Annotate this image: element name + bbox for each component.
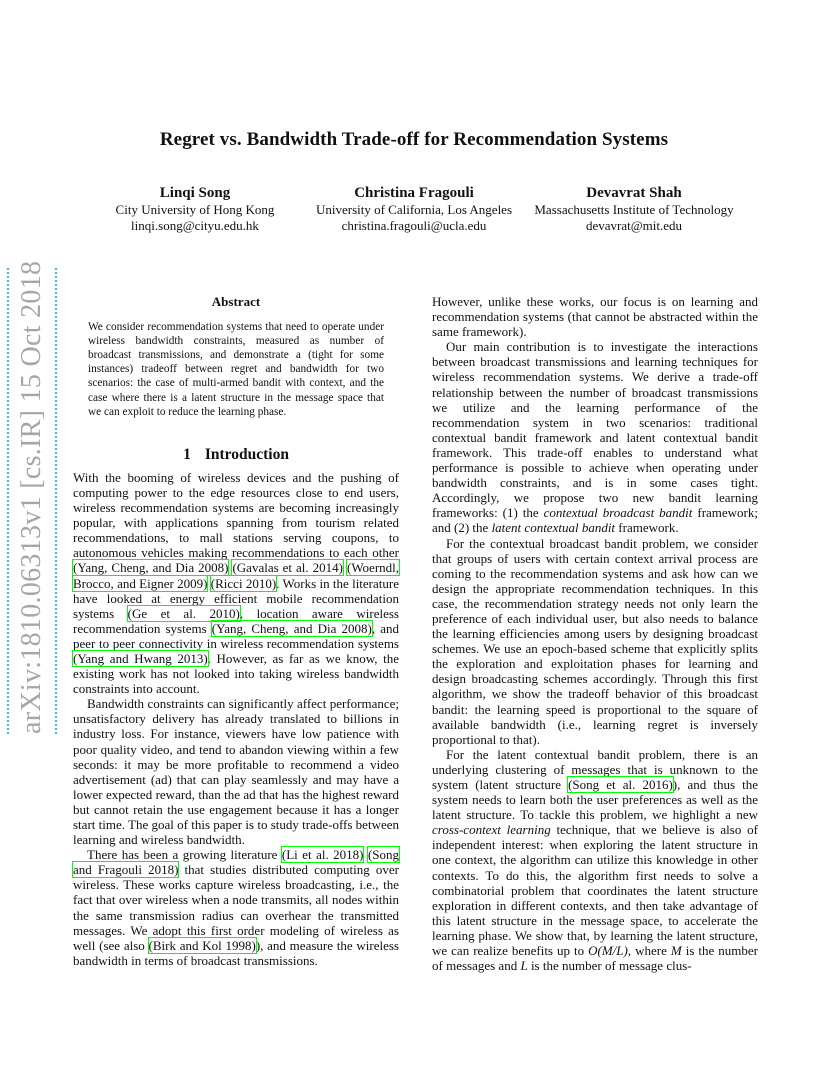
citation-link[interactable]: (Song and Fragouli 2018) (73, 847, 399, 878)
author-name: Linqi Song (159, 185, 231, 201)
author-email: linqi.song@cityu.edu.hk (131, 218, 259, 233)
math-variable: L (520, 958, 528, 974)
citation-link[interactable]: (Gavalas et al. 2014) (232, 560, 343, 576)
paper-title: Regret vs. Bandwidth Trade-off for Recommendation Systems (159, 129, 669, 150)
author-affiliation: University of California, Los Angeles (315, 202, 513, 217)
author-name: Christina Fragouli (354, 185, 474, 201)
body-text: is the number of messages and (432, 943, 758, 974)
citation-link[interactable]: (Ge et al. 2010) (127, 605, 240, 621)
author-affiliation: Massachusetts Institute of Technology (534, 202, 734, 217)
body-text: technique, that we believe is also of independent interest: when exploring the latent structure in one context, the algorithm can utilize this knowledge in other contexts. To do this, the algorithm first needs to solve a combinatorial problem that coordinates the latent structure exploration in different contexts, and then take advantage of this latent structure in the message space, to accelerate the learning phase. We show that, by learning the latent structure, we can realize benefits up to (432, 822, 758, 959)
author-block-2 (304, 184, 524, 234)
body-text: Our main contribution is to investigate the interactions between broadcast transmissions and learning techniques for wireless recommendation systems. We derive a trade-off relationship between the number of broadcast transmissions we utilize and the learning performance of the recommendation system in two scenarios: traditional contextual bandit framework and latent contextual bandit framework. This trade-off enables to understand what performance is possible to achieve when operating under bandwidth constraints, and is in some cases tight. Accordingly, we propose two new bandit learning frameworks: (1) the (432, 339, 758, 521)
body-text: With the booming of wireless devices and the pushing of computing power to the edge resources close to end users, wireless recommendation systems are becoming increasingly popular, with applications spanning from tourism related recommendations, to mall stations serving coupons, to autonomous vehicles making recommendations to each other (73, 469, 399, 561)
section-heading-introduction (73, 447, 399, 462)
body-text: For the latent contextual bandit problem, there is an underlying clustering of messages that is unknown to the system (latent structure (432, 746, 758, 792)
author-email: christina.fragouli@ucla.edu (341, 218, 487, 233)
intro-paragraph-5 (432, 339, 758, 535)
intro-paragraph-1 (73, 470, 399, 696)
abstract-heading: Abstract (211, 294, 261, 309)
author-email: devavrat@mit.edu (585, 218, 683, 233)
body-text: is the number of message clus- (527, 958, 692, 974)
intro-paragraph-6: For the contextual broadcast bandit problem, we consider that groups of users with certain context arrival process are coming to the recommendation systems and ask how can we design the appropriate recommendation techniques. In this case, the recommendation strategy needs not only learn the preference of each individual user, but also needs to balance the learning efficiencies among users by designing broadcast schemes. We use an epoch-based scheme that explicitly splits the exploration and exploitation phases for learning and design broadcasting schemes accordingly. Through this first algorithm, we show the tradeoff behavior of this broadcast bandit: the learning speed is proportional to the square of available bandwidth (i.e., learning regret is inversely proportional to that). (432, 535, 758, 747)
citation-link[interactable]: (Song et al. 2016) (568, 777, 673, 792)
citation-link[interactable]: (Yang and Hwang 2013) (73, 650, 208, 666)
body-text: ), and thus the system needs to learn both the user preferences as well as the latent structure. To tackle this problem, we highlight a new (432, 777, 758, 823)
body-text: , where (627, 943, 671, 959)
author-name: Devavrat Shah (586, 185, 682, 201)
emphasis-term: cross-context learning (432, 822, 551, 838)
emphasis-term: contextual broadcast bandit (543, 505, 693, 521)
body-text: . However, as far as we know, the existing work has not looked into taking wireless bandwidth constraints into account. (73, 650, 399, 697)
intro-paragraph-4: However, unlike these works, our focus is on learning and recommendation systems (that cannot be abstracted within the same framework). (432, 294, 758, 340)
left-column (73, 292, 399, 968)
intro-paragraph-7 (432, 747, 758, 973)
citation-link[interactable]: (Ricci 2010) (210, 575, 277, 591)
abstract-text: We consider recommendation systems that need to operate under wireless bandwidth constraints, measured as number of broadcast transmissions, and demonstrate a (tight for some instances) tradeoff between regret and bandwidth for two scenarios: the case of multi-armed bandit with context, and the case where there is a latent structure in the message space that we can exploit to reduce the learning phase. (88, 321, 384, 418)
citation-link[interactable]: (Woerndl, Brocco, and Eigner 2009) (73, 560, 400, 591)
author-affiliation: City University of Hong Kong (115, 202, 275, 217)
intro-paragraph-3 (73, 847, 399, 968)
author-block-3 (526, 184, 742, 234)
citation-link[interactable]: (Yang, Cheng, and Dia 2008) (73, 560, 229, 576)
math-variable: M (670, 943, 682, 959)
body-text: ), and measure the wireless bandwidth in terms of broadcast transmissions. (73, 937, 399, 968)
citation-link[interactable]: (Yang, Cheng, and Dia 2008) (211, 620, 372, 636)
emphasis-term: latent contextual bandit (491, 520, 616, 536)
body-text: framework. (615, 520, 679, 536)
citation-link[interactable]: (Li et al. 2018) (281, 847, 364, 863)
body-text: , and peer to peer connectivity in wireless recommendation systems (73, 620, 399, 651)
section-title: Introduction (204, 445, 289, 463)
body-text: , location aware wireless recommendation systems (73, 605, 399, 636)
arxiv-identifier-watermark[interactable]: arXiv:1810.06313v1 [cs.IR] 15 Oct 2018 (16, 260, 47, 734)
intro-paragraph-2: Bandwidth constraints can significantly affect performance; unsatisfactory delivery has already translated to billions in industry loss. For instance, viewers have low patience with poor quality video, and tend to abandon viewing within a few seconds: it may be more profitable to recommend a video advertisement (ad) that can play seamlessly and may have a lower expected reward, than the ad that has the highest reward but cannot retain the use engagement because it has a longer start time. The goal of this paper is to study trade-offs between learning and wireless bandwidth. (73, 696, 399, 848)
body-text: . Works in the literature have looked at energy efficient mobile recommendation systems (73, 575, 399, 621)
author-block-1 (100, 184, 290, 234)
body-text: framework; and (2) the (432, 505, 758, 536)
right-column (432, 294, 758, 973)
body-text: There has been a growing literature (87, 847, 282, 863)
section-number: 1 (183, 445, 191, 463)
citation-link[interactable]: (Birk and Kol 1998) (148, 937, 256, 953)
body-text: that studies distributed computing over wireless. These works capture wireless broadcasting, i.e., the fact that over wireless when a node transmits, all nodes within the same transmission radius can overhear the transmitted messages. We adopt this first order modeling of wireless as well (see also (73, 862, 399, 953)
math-expression: O(M/L) (588, 943, 628, 959)
